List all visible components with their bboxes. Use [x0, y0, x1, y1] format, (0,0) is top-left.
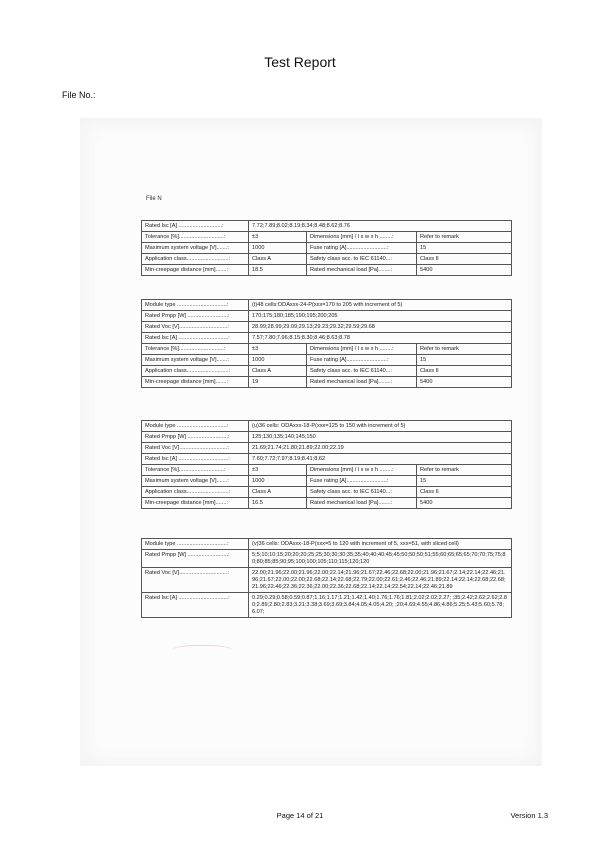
row-label: Rated Voc [V]...............................:	[142, 322, 249, 333]
table-row	[142, 344, 512, 355]
spec-table-4	[141, 538, 512, 618]
row-label: Min-creepage distance [mm].......:	[142, 498, 249, 509]
row-value: 5;5;10;10;15;20;20;20;25;25;30;30;30;35;35;40;40;40;45;45;50;50;50;51;55;60;65;65;65;70;70;75;75;80;80;85;85;90;95;100;100;105;110;115;120;120	[249, 550, 512, 568]
row-value: 22.00;21.96;22.00;21.96;22.00;22.14;21.96;21.67;22.46;22.68;22.00;21.96;21.67;2.14;22.14;22.46;21.96;21.67;22.00;22.00;22.68;22.14;22.68;22.79;22.00;22.61;2.46;22.46;21.89;22.14;22.14;22.68;22.68;21.96;22.46;22.36;22.36;22.00;22.36;22.68;22.14;22.14;22.54;22.14;22.46;21.89	[249, 568, 512, 593]
table-row	[142, 265, 512, 276]
row-value: 18.5	[249, 265, 307, 276]
row-label: Min-creepage distance [mm].......:	[142, 265, 249, 276]
table-row	[142, 454, 512, 465]
row-label-2: Safety class acc. to IEC 61140...:	[307, 366, 417, 377]
row-value-2: Class II	[417, 366, 512, 377]
row-label: Application class...........................:	[142, 366, 249, 377]
row-label: Maximum system voltage [V].......:	[142, 476, 249, 487]
row-label: Rated Voc [V]...............................:	[142, 568, 249, 593]
row-value: 16.5	[249, 498, 307, 509]
row-label-2: Fuse rating [A]..........................:	[307, 243, 417, 254]
row-label: Application class...........................:	[142, 487, 249, 498]
table-row	[142, 333, 512, 344]
row-label: Tolerance [%].............................:	[142, 232, 249, 243]
row-label-2: Dimensions [mm] / l x w x h ........:	[307, 232, 417, 243]
row-label: Min-creepage distance [mm].......:	[142, 377, 249, 388]
row-value-2: 5400	[417, 265, 512, 276]
table-row	[142, 232, 512, 243]
row-label-2: Safety class acc. to IEC 61140...:	[307, 487, 417, 498]
row-value: 0.29;0.29;0.58;0.59;0.87;1.16;1.17;1.21;1.42;1.40;1.76;1.76;1.81;2.02;2.02;2.27; ;35;2.42;2.62;2.62;2.80;2.89;2.80;2.83;3.21;3.38;3.69;3.69;3.84;4.05;4.05;4.20; ;20;4.69;4.55;4.86;4.86;5.25;5.43;5.60;5.78;6.07;	[249, 593, 512, 618]
row-label: Module type ................................:	[142, 300, 249, 311]
row-label: Rated Pmpp [W] ..........................:	[142, 432, 249, 443]
row-value: 7.72;7.89;8.02;8.19;8.34;8.48;8.62;8.76	[249, 221, 512, 232]
page-number: Page 14 of 21	[276, 811, 324, 820]
row-value: ±3	[249, 344, 307, 355]
row-label-2: Rated mechanical load [Pa]........:	[307, 498, 417, 509]
row-value-2: Class II	[417, 487, 512, 498]
table-row	[142, 550, 512, 568]
row-label: Application class...........................:	[142, 254, 249, 265]
table-row	[142, 377, 512, 388]
table-row	[142, 322, 512, 333]
row-label: Rated Pmpp [W] ..........................:	[142, 550, 249, 568]
row-value: 170;175;180;185;190;195;200;205	[249, 311, 512, 322]
row-value-2: 15	[417, 476, 512, 487]
row-value-2: Refer to remark	[417, 465, 512, 476]
page-title: Test Report	[264, 54, 336, 70]
row-value-2: 15	[417, 355, 512, 366]
row-value: Class A	[249, 366, 307, 377]
row-label-2: Dimensions [mm] / l x w x h ........:	[307, 344, 417, 355]
row-value: (t)48 cells:ODAxxx-24-P(xxx=170 to 205 with increment of 5)	[249, 300, 512, 311]
row-label: Tolerance [%].............................:	[142, 465, 249, 476]
row-label: Maximum system voltage [V].......:	[142, 355, 249, 366]
version-label: Version 1.3	[510, 811, 548, 820]
row-label-2: Rated mechanical load [Pa]........:	[307, 377, 417, 388]
table-row	[142, 593, 512, 618]
spec-table-1	[141, 220, 512, 276]
row-value: Class A	[249, 487, 307, 498]
row-label: Rated Isc [A] ................................:	[142, 593, 249, 618]
stamp-mark	[172, 645, 232, 658]
row-value: (v)36 cells: ODAxxx-18-P(xxx=5 to 120 with increment of 5, xxx=51, with sliced cell)	[249, 539, 512, 550]
row-value: (u)36 cells: ODAxxx-18-P(xxx=125 to 150 with increment of 5)	[249, 421, 512, 432]
row-label: Tolerance [%].............................:	[142, 344, 249, 355]
row-value: 125;130;135;140;145;150	[249, 432, 512, 443]
row-value: 7.57;7.80;7.96;8.15;8.30;8.46;8.63;8.78	[249, 333, 512, 344]
row-value: 7.60;7.72;7.97;8.19;8.41;8.62	[249, 454, 512, 465]
row-label: Rated Pmpp [W] ..........................:	[142, 311, 249, 322]
row-label: Rated Voc [V]...............................:	[142, 443, 249, 454]
table-row	[142, 487, 512, 498]
table-row	[142, 355, 512, 366]
row-label: Module type ................................:	[142, 421, 249, 432]
table-row	[142, 243, 512, 254]
row-label-2: Fuse rating [A]..........................:	[307, 476, 417, 487]
row-value: ±3	[249, 232, 307, 243]
row-value-2: Class II	[417, 254, 512, 265]
row-value-2: 5400	[417, 377, 512, 388]
row-value: 1000	[249, 355, 307, 366]
table-row	[142, 221, 512, 232]
row-value-2: 15	[417, 243, 512, 254]
row-value: 21.69;21.74;21.80;21.89;22.00;22.19	[249, 443, 512, 454]
table-row	[142, 311, 512, 322]
table-row	[142, 476, 512, 487]
row-label-2: Dimensions [mm] / l x w x h ........:	[307, 465, 417, 476]
row-label: Rated Isc [A] ................................:	[142, 333, 249, 344]
scanned-file-number: File N	[146, 196, 162, 202]
row-label: Maximum system voltage [V].......:	[142, 243, 249, 254]
row-label: Module type ................................:	[142, 539, 249, 550]
table-row	[142, 432, 512, 443]
row-value: Class A	[249, 254, 307, 265]
file-number-label: File No.:	[62, 90, 96, 100]
table-row	[142, 443, 512, 454]
table-row	[142, 421, 512, 432]
spec-table-2	[141, 299, 512, 388]
row-value: ±3	[249, 465, 307, 476]
row-value-2: 5400	[417, 498, 512, 509]
row-value: 19	[249, 377, 307, 388]
table-row	[142, 498, 512, 509]
row-value: 1000	[249, 243, 307, 254]
row-label-2: Fuse rating [A]..........................:	[307, 355, 417, 366]
row-value: 1000	[249, 476, 307, 487]
table-row	[142, 366, 512, 377]
spec-table-3	[141, 420, 512, 509]
row-value-2: Refer to remark	[417, 232, 512, 243]
row-value: 28.99;28.99;29.09;29.13;29.23;29.32;29.59;29.68	[249, 322, 512, 333]
row-label: Rated Isc [A] ................................:	[142, 454, 249, 465]
table-row	[142, 568, 512, 593]
row-label-2: Rated mechanical load [Pa]........:	[307, 265, 417, 276]
row-label: Rated Isc [A] ............................:	[142, 221, 249, 232]
table-row	[142, 465, 512, 476]
table-row	[142, 300, 512, 311]
row-label-2: Safety class acc. to IEC 61140...:	[307, 254, 417, 265]
table-row	[142, 254, 512, 265]
table-row	[142, 539, 512, 550]
row-value-2: Refer to remark	[417, 344, 512, 355]
